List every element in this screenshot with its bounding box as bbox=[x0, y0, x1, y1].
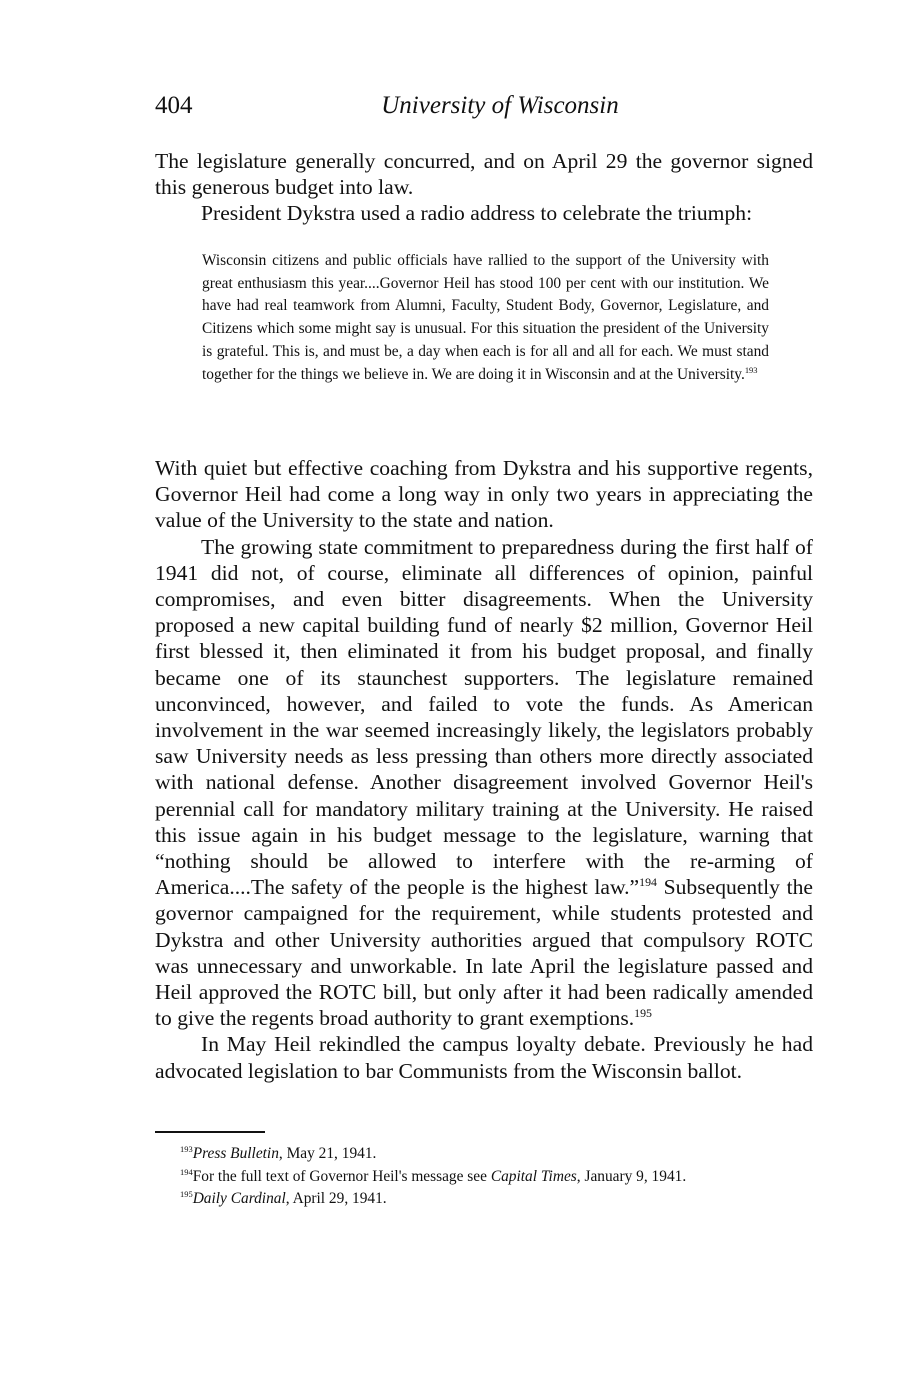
paragraph-radio-address: President Dykstra used a radio address to celebrate the triumph: bbox=[201, 201, 753, 226]
footnote-number: 195 bbox=[180, 1188, 193, 1199]
footnote-source: Capital Times bbox=[490, 1167, 577, 1185]
footnote-ref-193: 193 bbox=[744, 364, 758, 375]
footnote-source: Press Bulletin bbox=[192, 1145, 279, 1162]
footnotes bbox=[180, 1143, 800, 1211]
page-number: 404 bbox=[155, 92, 193, 119]
footnote-193 bbox=[180, 1143, 800, 1166]
footnote-lead: For the full text of Governor Heil's message see bbox=[192, 1167, 491, 1185]
footnote-number: 194 bbox=[180, 1166, 193, 1177]
block-quote bbox=[202, 250, 769, 386]
quote-text: Wisconsin citizens and public officials have rallied to the support of the University with great enthusiasm this year....Governor Heil has stood 100 per cent with our institution. We have had real teamwork from Alumni, Faculty, Student Body, Governor, Legislature, and Citizens which some might say is unusual. For this situation the president of the University is grateful. This is, and must be, a day when each is for all and all for each. We must stand together for the things we believe in. We are doing it in Wisconsin and at the University. bbox=[202, 252, 769, 383]
footnote-source: Daily Cardinal bbox=[192, 1190, 286, 1207]
paragraph-coaching: With quiet but effective coaching from Dykstra and his supportive regents, Governor Heil had come a long way in only two years in appreciating the value of the University to the state and nation. bbox=[155, 456, 813, 533]
footnote-detail: , April 29, 1941. bbox=[285, 1190, 387, 1207]
paragraph-loyalty-debate: In May Heil rekindled the campus loyalty debate. Previously he had advocated legislation to bar Communists from the Wisconsin ballot. bbox=[155, 1032, 813, 1083]
footnote-195 bbox=[180, 1188, 800, 1211]
paragraph-preparedness bbox=[155, 534, 813, 1032]
main-text bbox=[155, 455, 813, 1084]
footnote-194 bbox=[180, 1166, 800, 1189]
footnote-detail: , January 9, 1941. bbox=[576, 1167, 687, 1185]
opening-text bbox=[155, 148, 813, 227]
footnote-ref-195: 195 bbox=[634, 1006, 652, 1021]
running-title: University of Wisconsin bbox=[381, 92, 619, 119]
paragraph-budget-law: The legislature generally concurred, and on April 29 the governor signed this generous budget into law. bbox=[155, 149, 813, 200]
footnote-detail: , May 21, 1941. bbox=[278, 1145, 377, 1162]
footnote-number: 193 bbox=[180, 1143, 193, 1154]
preparedness-text-2: Subsequently the governor campaigned for the requirement, while students protested and Dykstra and other University authorities argued that compulsory ROTC was unnecessary and unworkable. In late April the legislature passed and Heil approved the ROTC bill, but only after it had been radically amended to give the regents broad authority to grant exemptions. bbox=[155, 875, 814, 1031]
footnote-divider bbox=[155, 1131, 265, 1133]
preparedness-text-1: The growing state commitment to preparedness during the first half of 1941 did not, of course, eliminate all differences of opinion, painful compromises, and even bitter disagreements. When the University proposed a new capital building fund of nearly $2 million, Governor Heil first blessed it, then eliminated it from his budget proposal, and finally became one of its staunchest supporters. The legislature remained unconvinced, however, and failed to vote the funds. As American involvement in the war seemed increasingly likely, the legislators probably saw University needs as less pressing than others more directly associated with national defense. Another disagreement involved Governor Heil's perennial call for mandatory military training at the University. He raised this issue again in his budget message to the legislature, warning that “nothing should be allowed to interfere with the re-arming of America....The safety of the people is the highest law.” bbox=[155, 534, 813, 900]
footnote-ref-194: 194 bbox=[639, 875, 657, 890]
